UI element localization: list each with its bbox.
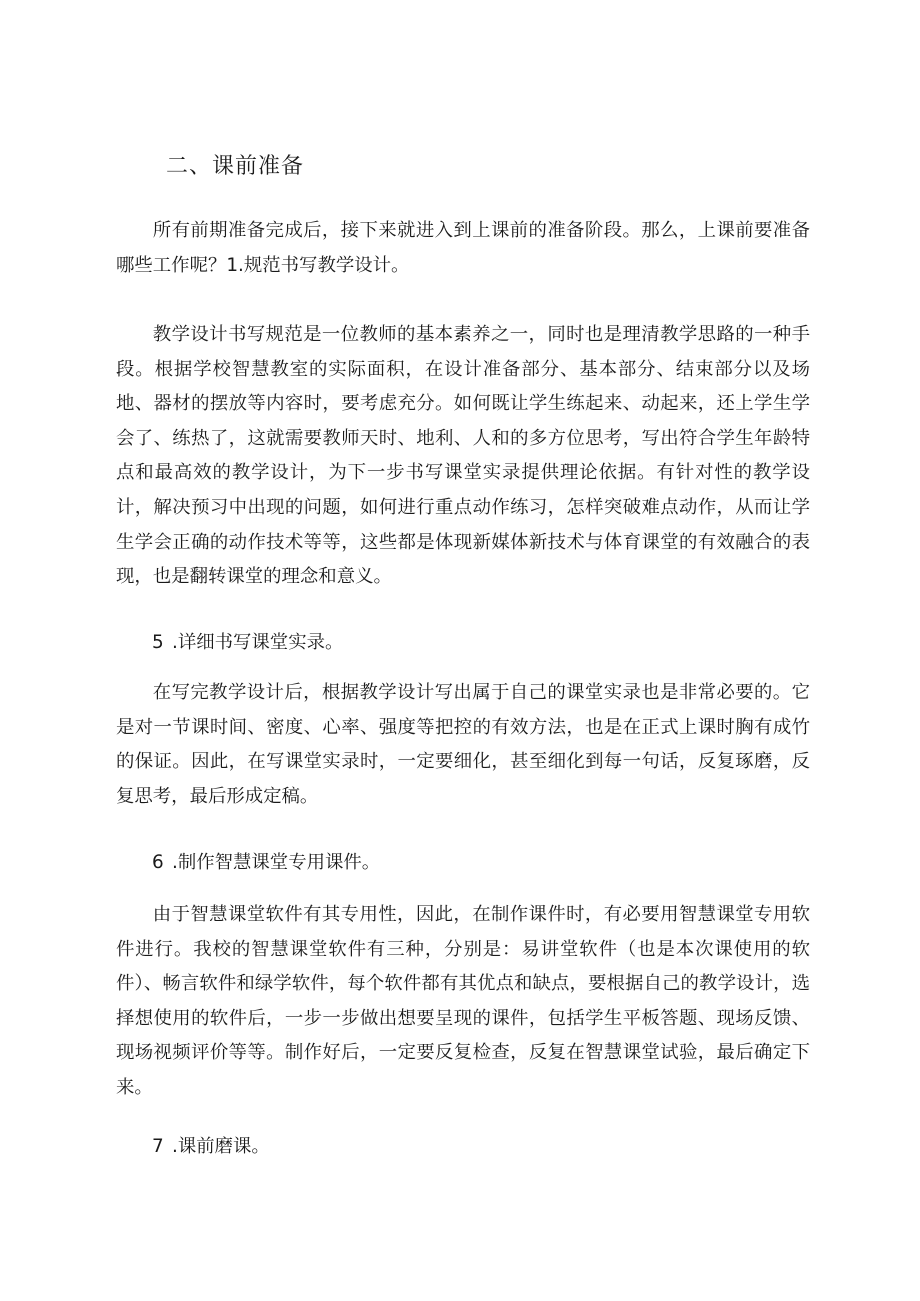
paragraph-teaching-design: 教学设计书写规范是一位教师的基本素养之一，同时也是理清教学思路的一种手段。根据学校智慧教室的实际面积，在设计准备部分、基本部分、结束部分以及场地、器材的摆放等内容时，要考虑充分。如何既让学生练起来、动起来，还上学生学会了、练热了，这就需要教师天时、地利、人和的多方位思考，写出符合学生年龄特点和最高效的教学设计，为下一步书写课堂实录提供理论依据。有针对性的教学设计，解决预习中出现的问题，如何进行重点动作练习，怎样突破难点动作，从而让学生学会正确的动作技术等等，这些都是体现新媒体新技术与体育课堂的有效融合的表现，也是翻转课堂的理念和意义。: [116, 324, 810, 588]
numbered-item-6: [152, 846, 380, 881]
paragraph-class-record: 在写完教学设计后，根据教学设计写出属于自己的课堂实录也是非常必要的。它是对一节课时间、密度、心率、强度等把控的有效方法，也是在正式上课时胸有成竹的保证。因此，在写课堂实录时，一定要细化，甚至细化到每一句话，反复琢磨，反复思考，最后形成定稿。: [116, 682, 810, 807]
section-heading: 二、课前准备: [166, 154, 305, 179]
numbered-item-5: [152, 626, 343, 661]
paragraph-courseware: 由于智慧课堂软件有其专用性，因此，在制作课件时，有必要用智慧课堂专用软件进行。我校的智慧课堂软件有三种，分别是：易讲堂软件（也是本次课使用的软件）、畅言软件和绿学软件，每个软件都有其优点和缺点，要根据自己的教学设计，选择想使用的软件后，一步一步做出想要呈现的课件，包括学生平板答题、现场反馈、现场视频评价等等。制作好后，一定要反复检查，反复在智慧课堂试验，最后确定下来。: [116, 904, 810, 1098]
numbered-item-7: [152, 1130, 270, 1165]
item-number: 7: [152, 1136, 164, 1157]
item-text: .详细书写课堂实录。: [172, 632, 344, 653]
item-number: 6: [152, 852, 164, 873]
item-number: 5: [152, 632, 164, 653]
item-text: .制作智慧课堂专用课件。: [172, 852, 381, 873]
item-text: .课前磨课。: [172, 1136, 270, 1157]
paragraph-intro: 所有前期准备完成后，接下来就进入到上课前的准备阶段。那么，上课前要准备哪些工作呢？1.规范书写教学设计。: [116, 220, 810, 276]
